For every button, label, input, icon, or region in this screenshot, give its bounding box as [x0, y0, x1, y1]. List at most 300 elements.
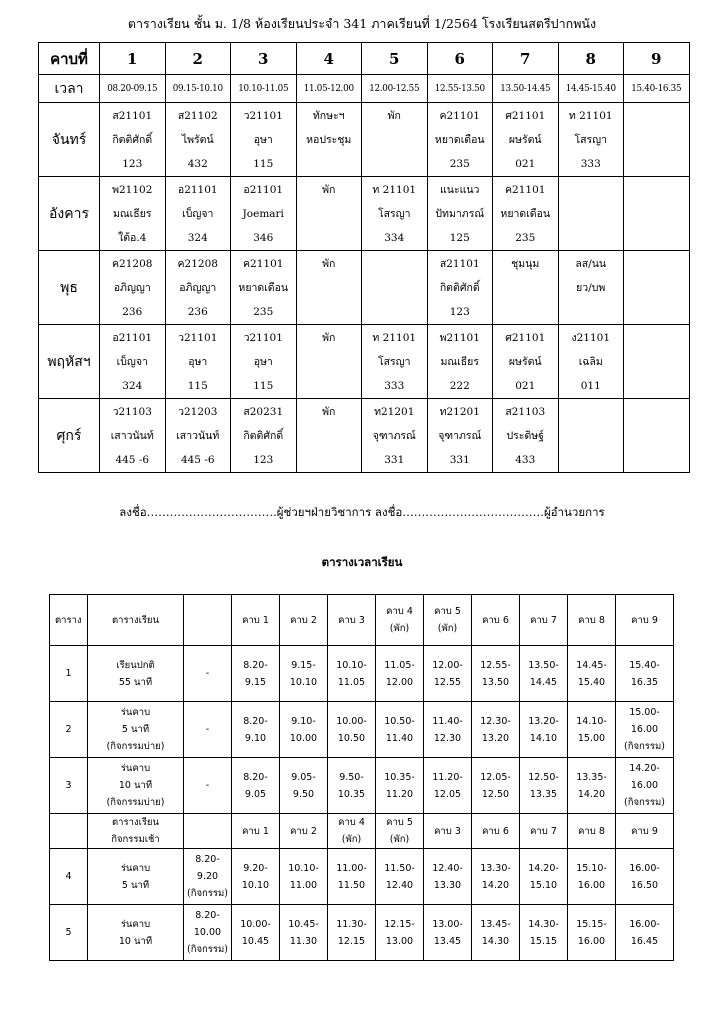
- bell-cell: 11.30- 12.15: [328, 905, 376, 961]
- bell-row-id: 4: [50, 849, 88, 905]
- room-number: [559, 226, 624, 250]
- bell-cell: คาบ 6: [472, 595, 520, 646]
- schedule-cell: [165, 103, 231, 177]
- bell-row: [50, 758, 674, 814]
- teacher-name: ประดิษฐ์: [506, 429, 544, 442]
- day-label: ศุกร์: [39, 399, 100, 473]
- schedule-cell: [362, 103, 428, 177]
- day-label: จันทร์: [39, 103, 100, 177]
- subject-code: [559, 178, 624, 202]
- bell-cell: คาบ 9: [616, 595, 674, 646]
- schedule-cell: [231, 103, 297, 177]
- teacher-name: หอประชุม: [306, 133, 352, 146]
- bell-cell: 15.15- 16.00: [568, 905, 616, 961]
- teacher-name: โสรญา: [574, 133, 608, 146]
- bell-cell: คาบ 1: [232, 595, 280, 646]
- schedule-cell: [362, 325, 428, 399]
- teacher-name: [559, 424, 624, 448]
- schedule-cell: [100, 399, 166, 473]
- room-number: 011: [580, 379, 601, 392]
- bell-cell: 10.35- 11.20: [376, 758, 424, 814]
- subject-code: ส21101: [112, 109, 153, 122]
- bell-cell: 14.45- 15.40: [568, 646, 616, 702]
- schedule-cell: [493, 399, 559, 473]
- bell-cell: 9.20- 10.10: [232, 849, 280, 905]
- bell-cell: 10.10- 11.00: [280, 849, 328, 905]
- bell-cell: 12.15- 13.00: [376, 905, 424, 961]
- room-number: 236: [122, 305, 143, 318]
- subject-code: ว21103: [112, 405, 152, 418]
- teacher-name: [624, 424, 689, 448]
- period-number: 8: [558, 43, 624, 75]
- period-time: 10.10-11.05: [231, 75, 297, 103]
- bell-cell: 8.20- 9.20 (กิจกรรม): [184, 849, 232, 905]
- bell-cell: 15.40- 16.35: [616, 646, 674, 702]
- room-number: [624, 448, 689, 472]
- teacher-name: [493, 276, 558, 300]
- teacher-name: ผษรัตน์: [508, 133, 542, 146]
- bell-cell: 10.00- 10.50: [328, 702, 376, 758]
- bell-cell: 14.20- 16.00 (กิจกรรม): [616, 758, 674, 814]
- day-row: [39, 399, 690, 473]
- subject-code: [624, 326, 689, 350]
- teacher-name: เบ็ญจา: [116, 355, 148, 368]
- schedule-cell: [100, 325, 166, 399]
- bell-cell: คาบ 8: [568, 814, 616, 849]
- subject-code: [624, 104, 689, 128]
- subject-code: พ21101: [439, 331, 480, 344]
- bell-cell: 14.30- 15.15: [520, 905, 568, 961]
- bell-cell: 12.30- 13.20: [472, 702, 520, 758]
- room-number: [297, 374, 362, 398]
- subject-code: พัก: [322, 183, 336, 196]
- teacher-name: อุษา: [253, 355, 273, 368]
- subject-code: [624, 178, 689, 202]
- room-number: [559, 300, 624, 324]
- subject-code: ท 21101: [568, 109, 613, 122]
- bell-schedule-title: ตารางเวลาเรียน: [321, 555, 403, 569]
- day-label: พฤหัสฯ: [39, 325, 100, 399]
- teacher-name: เบ็ญจา: [182, 207, 214, 220]
- subject-code: [362, 252, 427, 276]
- schedule-cell: [100, 177, 166, 251]
- bell-row-id: 5: [50, 905, 88, 961]
- subject-code: ส21101: [439, 257, 480, 270]
- schedule-cell: [362, 399, 428, 473]
- bell-cell: คาบ 3: [424, 814, 472, 849]
- bell-row: [50, 702, 674, 758]
- bell-row-type: ร่นคาบ 10 นาที: [88, 905, 184, 961]
- subject-code: ว21101: [178, 331, 218, 344]
- schedule-cell: [427, 325, 493, 399]
- bell-cell: คาบ 9: [616, 814, 674, 849]
- bell-cell: คาบ 3: [328, 595, 376, 646]
- teacher-name: เสาวนันท์: [110, 429, 154, 442]
- bell-cell: คาบ 2: [280, 814, 328, 849]
- period-number: 2: [165, 43, 231, 75]
- bell-row-id: 2: [50, 702, 88, 758]
- subject-code: [624, 252, 689, 276]
- schedule-cell: [624, 251, 690, 325]
- room-number: 235: [253, 305, 274, 318]
- schedule-cell: [427, 251, 493, 325]
- subject-code: [624, 400, 689, 424]
- bell-row-type: เรียนปกติ 55 นาที: [88, 646, 184, 702]
- period-time: 14.45-15.40: [558, 75, 624, 103]
- teacher-name: หยาดเดือน: [500, 207, 551, 220]
- schedule-cell: [100, 251, 166, 325]
- teacher-name: ยว/บพ: [576, 281, 606, 294]
- bell-cell: คาบ 8: [568, 595, 616, 646]
- schedule-cell: [427, 399, 493, 473]
- subject-code: ส20231: [243, 405, 284, 418]
- teacher-name: โสรญา: [377, 355, 411, 368]
- room-number: 334: [384, 231, 405, 244]
- schedule-cell: [165, 399, 231, 473]
- bell-row-type: ตารางเรียน: [88, 595, 184, 646]
- teacher-name: [362, 276, 427, 300]
- subject-code: พัก: [322, 405, 336, 418]
- class-schedule-table: [38, 42, 690, 473]
- teacher-name: กิตติศักดิ์: [439, 281, 480, 294]
- bell-cell: 12.05- 12.50: [472, 758, 520, 814]
- period-number: 9: [624, 43, 690, 75]
- room-number: [297, 226, 362, 250]
- subject-code: อ21101: [177, 183, 218, 196]
- room-number: 432: [187, 157, 208, 170]
- bell-cell: -: [184, 702, 232, 758]
- schedule-cell: [558, 251, 624, 325]
- bell-row-type: ร่นคาบ 5 นาที (กิจกรรมบ่าย): [88, 702, 184, 758]
- room-number: 115: [187, 379, 208, 392]
- bell-cell: 13.20- 14.10: [520, 702, 568, 758]
- room-number: 331: [449, 453, 470, 466]
- bell-cell: 16.00- 16.50: [616, 849, 674, 905]
- bell-row-id: ตาราง: [50, 595, 88, 646]
- bell-cell: 13.35- 14.20: [568, 758, 616, 814]
- bell-row-type: ตารางเรียน กิจกรรมเช้า: [88, 814, 184, 849]
- teacher-name: อุษา: [188, 355, 208, 368]
- bell-row: [50, 905, 674, 961]
- subject-code: อ21101: [112, 331, 153, 344]
- bell-row: [50, 646, 674, 702]
- bell-cell: 14.10- 15.00: [568, 702, 616, 758]
- schedule-cell: [231, 251, 297, 325]
- bell-cell: 8.20- 9.05: [232, 758, 280, 814]
- bell-cell: 10.45- 11.30: [280, 905, 328, 961]
- schedule-cell: [296, 103, 362, 177]
- schedule-cell: [558, 103, 624, 177]
- time-row: [39, 75, 690, 103]
- bell-row-id: 3: [50, 758, 88, 814]
- room-number: 235: [515, 231, 536, 244]
- teacher-name: [297, 350, 362, 374]
- schedule-cell: [624, 177, 690, 251]
- period-time: 08.20-09.15: [100, 75, 166, 103]
- teacher-name: Joemari: [242, 207, 284, 220]
- schedule-cell: [165, 251, 231, 325]
- room-number: [362, 300, 427, 324]
- bell-cell: 13.00- 13.45: [424, 905, 472, 961]
- room-number: 115: [253, 157, 274, 170]
- teacher-name: หยาดเดือน: [434, 133, 485, 146]
- bell-cell: 15.10- 16.00: [568, 849, 616, 905]
- subject-code: ว21203: [178, 405, 218, 418]
- room-number: 324: [187, 231, 208, 244]
- schedule-cell: [493, 177, 559, 251]
- room-number: 333: [580, 157, 601, 170]
- bell-cell: 12.50- 13.35: [520, 758, 568, 814]
- day-label: อังคาร: [39, 177, 100, 251]
- bell-cell: คาบ 6: [472, 814, 520, 849]
- teacher-name: จุฑาภรณ์: [372, 429, 416, 442]
- bell-header-row: [50, 814, 674, 849]
- bell-cell: 13.50- 14.45: [520, 646, 568, 702]
- period-number: 6: [427, 43, 493, 75]
- room-number: 445 -6: [180, 453, 215, 466]
- period-time: 09.15-10.10: [165, 75, 231, 103]
- period-time: 15.40-16.35: [624, 75, 690, 103]
- bell-row-id: 1: [50, 646, 88, 702]
- day-row: [39, 251, 690, 325]
- schedule-cell: [624, 325, 690, 399]
- bell-cell: 10.00- 10.45: [232, 905, 280, 961]
- teacher-name: [297, 276, 362, 300]
- room-number: 123: [122, 157, 143, 170]
- page-title: ตารางเรียน ชั้น ม. 1/8 ห้องเรียนประจำ 341 ภาคเรียนที่ 1/2564 โรงเรียนสตรีปากพนัง: [127, 16, 597, 31]
- subject-code: ส21103: [505, 405, 546, 418]
- period-number: 1: [100, 43, 166, 75]
- room-number: 346: [253, 231, 274, 244]
- subject-code: อ21101: [243, 183, 284, 196]
- schedule-cell: [427, 177, 493, 251]
- teacher-name: [559, 202, 624, 226]
- bell-cell: คาบ 7: [520, 595, 568, 646]
- day-row: [39, 177, 690, 251]
- subject-code: ท21201: [439, 405, 480, 418]
- subject-code: พัก: [387, 109, 401, 122]
- subject-code: ศ21101: [505, 109, 546, 122]
- bell-cell: [184, 814, 232, 849]
- period-header-label: คาบที่: [39, 43, 100, 75]
- bell-cell: 13.30- 14.20: [472, 849, 520, 905]
- bell-cell: 16.00- 16.45: [616, 905, 674, 961]
- room-number: [493, 300, 558, 324]
- room-number: 331: [384, 453, 405, 466]
- teacher-name: มณเธียร: [440, 355, 479, 368]
- bell-cell: 8.20- 10.00 (กิจกรรม): [184, 905, 232, 961]
- room-number: 222: [449, 379, 470, 392]
- room-number: [297, 300, 362, 324]
- teacher-name: [297, 202, 362, 226]
- bell-cell: [184, 595, 232, 646]
- schedule-cell: [296, 251, 362, 325]
- period-number: 5: [362, 43, 428, 75]
- teacher-name: กิตติศักดิ์: [243, 429, 284, 442]
- bell-cell: 14.20- 15.10: [520, 849, 568, 905]
- schedule-cell: [493, 103, 559, 177]
- teacher-name: กิตติศักดิ์: [112, 133, 153, 146]
- teacher-name: โสรญา: [377, 207, 411, 220]
- bell-cell: 11.00- 11.50: [328, 849, 376, 905]
- room-number: 236: [187, 305, 208, 318]
- day-label: พุธ: [39, 251, 100, 325]
- teacher-name: [624, 128, 689, 152]
- teacher-name: เสาวนันท์: [176, 429, 220, 442]
- subject-code: พ21102: [112, 183, 153, 196]
- room-number: [624, 226, 689, 250]
- bell-cell: 8.20- 9.15: [232, 646, 280, 702]
- subject-code: ศ21101: [505, 331, 546, 344]
- room-number: 445 -6: [115, 453, 150, 466]
- room-number: [297, 152, 362, 176]
- schedule-cell: [493, 325, 559, 399]
- schedule-cell: [231, 399, 297, 473]
- bell-cell: 11.05- 12.00: [376, 646, 424, 702]
- teacher-name: ปัทมาภรณ์: [435, 207, 485, 220]
- period-time: 11.05-12.00: [296, 75, 362, 103]
- room-number: [624, 300, 689, 324]
- room-number: 235: [449, 157, 470, 170]
- schedule-cell: [231, 177, 297, 251]
- room-number: ใต้อ.4: [118, 231, 147, 244]
- bell-cell: คาบ 4 (พัก): [328, 814, 376, 849]
- teacher-name: เฉลิม: [578, 355, 603, 368]
- schedule-cell: [362, 177, 428, 251]
- teacher-name: ไพรัตน์: [181, 133, 214, 146]
- bell-cell: 9.15- 10.10: [280, 646, 328, 702]
- teacher-name: อุษา: [253, 133, 273, 146]
- room-number: [624, 374, 689, 398]
- room-number: 021: [515, 157, 536, 170]
- schedule-cell: [296, 399, 362, 473]
- teacher-name: ผษรัตน์: [508, 355, 542, 368]
- period-time: 12.00-12.55: [362, 75, 428, 103]
- bell-header-row: [50, 595, 674, 646]
- signature-line: ลงชื่อ…………………………….ผู้ช่วยฯฝ่ายวิชาการ ลงชื่อ……………………………….ผู้อำนวยการ: [119, 505, 605, 519]
- room-number: [624, 152, 689, 176]
- subject-code: ชุมนุม: [511, 257, 540, 270]
- room-number: 125: [449, 231, 470, 244]
- room-number: 123: [253, 453, 274, 466]
- bell-cell: 12.00- 12.55: [424, 646, 472, 702]
- bell-cell: 8.20- 9.10: [232, 702, 280, 758]
- bell-cell: คาบ 4 (พัก): [376, 595, 424, 646]
- bell-cell: 12.55- 13.50: [472, 646, 520, 702]
- schedule-cell: [296, 325, 362, 399]
- subject-code: พัก: [322, 331, 336, 344]
- bell-cell: 15.00- 16.00 (กิจกรรม): [616, 702, 674, 758]
- teacher-name: จุฑาภรณ์: [438, 429, 482, 442]
- schedule-cell: [624, 399, 690, 473]
- bell-cell: คาบ 1: [232, 814, 280, 849]
- schedule-cell: [624, 103, 690, 177]
- room-number: [559, 448, 624, 472]
- period-header-row: [39, 43, 690, 75]
- bell-cell: 11.20- 12.05: [424, 758, 472, 814]
- bell-row: [50, 849, 674, 905]
- bell-cell: 11.50- 12.40: [376, 849, 424, 905]
- period-number: 4: [296, 43, 362, 75]
- period-number: 7: [493, 43, 559, 75]
- subject-code: ค21208: [177, 257, 218, 270]
- room-number: [362, 152, 427, 176]
- teacher-name: [297, 424, 362, 448]
- time-label: เวลา: [39, 75, 100, 103]
- period-time: 13.50-14.45: [493, 75, 559, 103]
- subject-code: ท 21101: [372, 183, 417, 196]
- subject-code: พัก: [322, 257, 336, 270]
- bell-row-id: [50, 814, 88, 849]
- schedule-cell: [165, 325, 231, 399]
- bell-cell: -: [184, 758, 232, 814]
- subject-code: ลส/นน: [575, 257, 607, 270]
- subject-code: ค21101: [439, 109, 480, 122]
- subject-code: ท21201: [374, 405, 415, 418]
- schedule-cell: [427, 103, 493, 177]
- room-number: 333: [384, 379, 405, 392]
- teacher-name: [624, 202, 689, 226]
- schedule-cell: [558, 177, 624, 251]
- room-number: 115: [253, 379, 274, 392]
- room-number: 433: [515, 453, 536, 466]
- bell-row-type: ร่นคาบ 10 นาที (กิจกรรมบ่าย): [88, 758, 184, 814]
- bell-cell: คาบ 5 (พัก): [424, 595, 472, 646]
- subject-code: ว21101: [243, 331, 283, 344]
- subject-code: ค21101: [505, 183, 546, 196]
- teacher-name: [624, 276, 689, 300]
- day-row: [39, 325, 690, 399]
- subject-code: ท 21101: [372, 331, 417, 344]
- schedule-cell: [231, 325, 297, 399]
- subject-code: แนะแนว: [440, 183, 480, 196]
- teacher-name: หยาดเดือน: [238, 281, 289, 294]
- subject-code: [559, 400, 624, 424]
- bell-cell: 11.40- 12.30: [424, 702, 472, 758]
- period-number: 3: [231, 43, 297, 75]
- bell-row-type: ร่นคาบ 5 นาที: [88, 849, 184, 905]
- subject-code: ทักษะฯ: [312, 109, 345, 122]
- bell-cell: คาบ 7: [520, 814, 568, 849]
- teacher-name: มณเธียร: [113, 207, 152, 220]
- bell-schedule-table: [49, 594, 674, 961]
- subject-code: ค21208: [112, 257, 153, 270]
- bell-cell: 13.45- 14.30: [472, 905, 520, 961]
- schedule-cell: [362, 251, 428, 325]
- bell-cell: 12.40- 13.30: [424, 849, 472, 905]
- subject-code: ง21101: [571, 331, 611, 344]
- schedule-cell: [100, 103, 166, 177]
- schedule-cell: [558, 399, 624, 473]
- schedule-cell: [165, 177, 231, 251]
- bell-cell: 10.50- 11.40: [376, 702, 424, 758]
- room-number: 324: [122, 379, 143, 392]
- room-number: [297, 448, 362, 472]
- teacher-name: [362, 128, 427, 152]
- teacher-name: อภิญญา: [179, 281, 217, 294]
- schedule-cell: [296, 177, 362, 251]
- bell-cell: -: [184, 646, 232, 702]
- bell-cell: 9.05- 9.50: [280, 758, 328, 814]
- teacher-name: [624, 350, 689, 374]
- bell-cell: คาบ 5 (พัก): [376, 814, 424, 849]
- schedule-cell: [493, 251, 559, 325]
- teacher-name: อภิญญา: [113, 281, 151, 294]
- bell-cell: 9.50- 10.35: [328, 758, 376, 814]
- subject-code: ค21101: [243, 257, 284, 270]
- room-number: 021: [515, 379, 536, 392]
- bell-cell: คาบ 2: [280, 595, 328, 646]
